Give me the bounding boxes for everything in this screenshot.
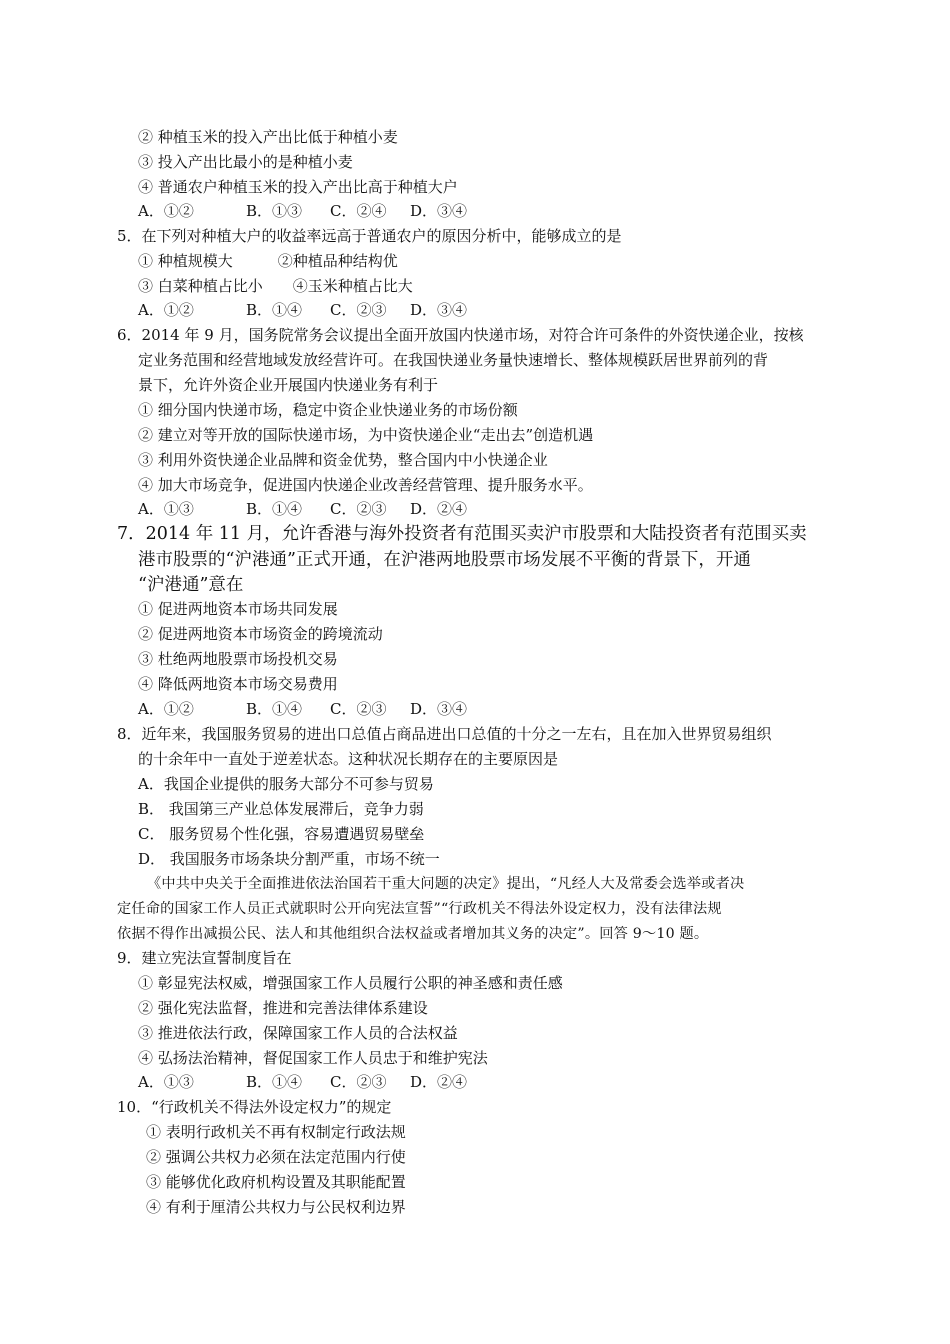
q8-stem-line-1: 8．近年来，我国服务贸易的进出口总值占商品进出口总值的十分之一左右，且在加入世界贸易组织 bbox=[117, 725, 772, 743]
q6-option-3: ③ 利用外资快递企业品牌和资金优势，整合国内中小快递企业 bbox=[138, 451, 548, 469]
choice-c: C．②③ bbox=[330, 500, 387, 518]
q6-stem-line-3: 景下，允许外资企业开展国内快递业务有利于 bbox=[138, 376, 439, 394]
q7-choices bbox=[138, 699, 490, 719]
q7-stem-line-3: “沪港通”意在 bbox=[138, 575, 244, 595]
choice-b: B．①④ bbox=[246, 301, 303, 319]
choice-b: B．①④ bbox=[246, 500, 303, 518]
choice-a: A．①② bbox=[138, 202, 194, 220]
q4-option-3: ③ 投入产出比最小的是种植小麦 bbox=[138, 153, 353, 171]
choice-c: C．②③ bbox=[330, 301, 387, 319]
q5-options-3-4: ③ 白菜种植占比小 ④玉米种植占比大 bbox=[138, 277, 413, 295]
q4-option-4: ④ 普通农户种植玉米的投入产出比高于种植大户 bbox=[138, 178, 458, 196]
choice-d: D．②④ bbox=[410, 1073, 468, 1091]
choice-d: D．③④ bbox=[410, 202, 468, 220]
choice-d: D．②④ bbox=[410, 500, 468, 518]
q6-option-1: ① 细分国内快递市场，稳定中资企业快递业务的市场份额 bbox=[138, 401, 518, 419]
q9-option-1: ① 彰显宪法权威，增强国家工作人员履行公职的神圣感和责任感 bbox=[138, 974, 563, 992]
q7-stem-line-2: 港市股票的“沪港通”正式开通，在沪港两地股票市场发展不平衡的背景下，开通 bbox=[138, 550, 751, 570]
choice-c: C．②③ bbox=[330, 700, 387, 718]
q8-option-d: D． 我国服务市场条块分割严重，市场不统一 bbox=[138, 850, 440, 868]
q10-option-3: ③ 能够优化政府机构设置及其职能配置 bbox=[146, 1173, 406, 1191]
q9-option-3: ③ 推进依法行政，保障国家工作人员的合法权益 bbox=[138, 1024, 458, 1042]
q6-option-2: ② 建立对等开放的国际快递市场，为中资快递企业“走出去”创造机遇 bbox=[138, 426, 594, 444]
material-line-3: 依据不得作出减损公民、法人和其他组织合法权益或者增加其义务的决定”。回答 9～10 题。 bbox=[117, 926, 709, 942]
choice-a: A．①② bbox=[138, 301, 194, 319]
q7-option-4: ④ 降低两地资本市场交易费用 bbox=[138, 675, 338, 693]
choice-d: D．③④ bbox=[410, 700, 468, 718]
choice-b: B．①④ bbox=[246, 1073, 303, 1091]
q8-option-b: B． 我国第三产业总体发展滞后，竞争力弱 bbox=[138, 800, 424, 818]
choice-c: C．②③ bbox=[330, 1073, 387, 1091]
q4-choices bbox=[138, 201, 490, 221]
q7-option-2: ② 促进两地资本市场资金的跨境流动 bbox=[138, 625, 383, 643]
choice-c: C．②④ bbox=[330, 202, 387, 220]
q8-option-a: A．我国企业提供的服务大部分不可参与贸易 bbox=[138, 775, 434, 793]
q8-option-c: C． 服务贸易个性化强，容易遭遇贸易壁垒 bbox=[138, 825, 425, 843]
q9-option-2: ② 强化宪法监督，推进和完善法律体系建设 bbox=[138, 999, 428, 1017]
q6-choices bbox=[138, 499, 490, 519]
choice-a: A．①③ bbox=[138, 1073, 194, 1091]
material-line-2: 定任命的国家工作人员正式就职时公开向宪法宣誓”“行政机关不得法外设定权力，没有法律法规 bbox=[117, 901, 722, 917]
q4-option-2: ② 种植玉米的投入产出比低于种植小麦 bbox=[138, 128, 398, 146]
choice-a: A．①③ bbox=[138, 500, 194, 518]
q6-stem-line-1: 6．2014 年 9 月，国务院常务会议提出全面开放国内快递市场，对符合许可条件的外资快递企业，按核 bbox=[117, 326, 804, 344]
q6-stem-line-2: 定业务范围和经营地域发放经营许可。在我国快递业务量快速增长、整体规模跃居世界前列的背 bbox=[138, 351, 769, 369]
q10-option-2: ② 强调公共权力必须在法定范围内行使 bbox=[146, 1148, 406, 1166]
material-line-1: 《中共中央关于全面推进依法治国若干重大问题的决定》提出，“凡经人大及常委会选举或者决 bbox=[147, 876, 745, 892]
choice-d: D．③④ bbox=[410, 301, 468, 319]
q10-option-4: ④ 有利于厘清公共权力与公民权利边界 bbox=[146, 1198, 406, 1216]
q9-stem: 9．建立宪法宣誓制度旨在 bbox=[117, 949, 292, 967]
choice-b: B．①④ bbox=[246, 700, 303, 718]
q7-option-1: ① 促进两地资本市场共同发展 bbox=[138, 600, 338, 618]
q8-stem-line-2: 的十余年中一直处于逆差状态。这种状况长期存在的主要原因是 bbox=[138, 750, 559, 768]
choice-b: B．①③ bbox=[246, 202, 303, 220]
q7-option-3: ③ 杜绝两地股票市场投机交易 bbox=[138, 650, 338, 668]
q9-option-4: ④ 弘扬法治精神，督促国家工作人员忠于和维护宪法 bbox=[138, 1049, 488, 1067]
q9-choices bbox=[138, 1072, 490, 1092]
q10-stem: 10．“行政机关不得法外设定权力”的规定 bbox=[117, 1098, 392, 1116]
q6-option-4: ④ 加大市场竞争，促进国内快递企业改善经营管理、提升服务水平。 bbox=[138, 476, 593, 494]
q5-options-1-2: ① 种植规模大 ②种植品种结构优 bbox=[138, 252, 398, 270]
choice-a: A．①② bbox=[138, 700, 194, 718]
q5-choices bbox=[138, 300, 490, 320]
q10-option-1: ① 表明行政机关不再有权制定行政法规 bbox=[146, 1123, 406, 1141]
q7-stem-line-1: 7．2014 年 11 月，允许香港与海外投资者有范围买卖沪市股票和大陆投资者有范围买卖 bbox=[117, 524, 807, 544]
q5-stem: 5．在下列对种植大户的收益率远高于普通农户的原因分析中，能够成立的是 bbox=[117, 227, 622, 245]
